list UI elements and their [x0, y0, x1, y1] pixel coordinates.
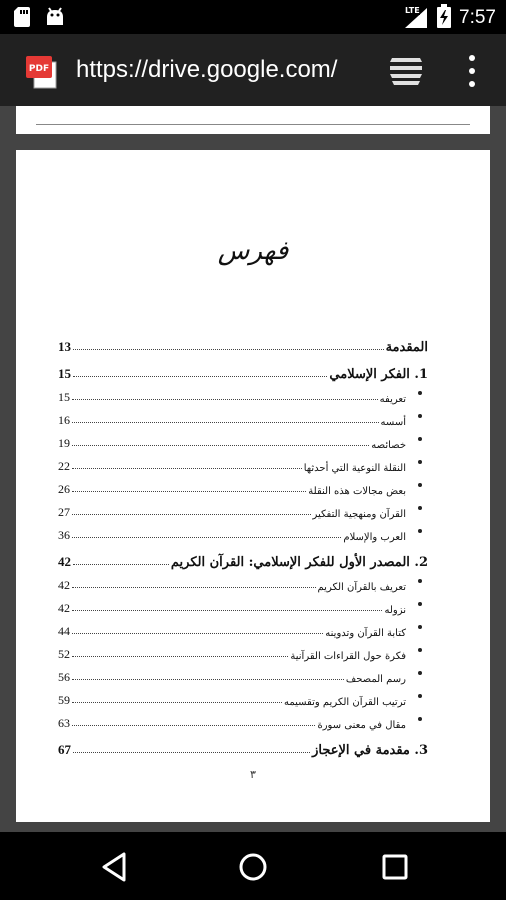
toc-entry-page: 63	[58, 716, 70, 730]
toc-entry-page: 15	[58, 366, 71, 381]
home-icon	[236, 850, 270, 884]
toc-entry	[58, 405, 428, 428]
toc-entry-title: العرب والإسلام	[343, 532, 406, 543]
bullet-icon	[418, 579, 422, 583]
bullet-icon	[418, 506, 422, 510]
app-bar	[0, 34, 506, 106]
toc-entry-page: 59	[58, 693, 70, 707]
toc-leader-dots	[72, 514, 311, 515]
toc-entry-page: 26	[58, 482, 70, 496]
toc-entry	[58, 616, 428, 639]
bullet-icon	[418, 414, 422, 418]
toc-entry	[58, 520, 428, 543]
bullet-icon	[418, 694, 422, 698]
network-label: LTE	[405, 6, 420, 15]
toc-entry	[58, 570, 428, 593]
toc-entry-title: تعريف بالقرآن الكريم	[317, 582, 406, 593]
toc-entry-page: 15	[58, 390, 70, 404]
menu-lines-icon	[386, 54, 426, 88]
page-rule	[36, 124, 470, 125]
toc-entry-page: 44	[58, 624, 70, 638]
toc-entry-title: 2. المصدر الأول للفكر الإسلامي: القرآن الكريم	[170, 555, 428, 570]
toc-entry-title: بعض مجالات هذه النقلة	[308, 486, 406, 497]
toc-leader-dots	[73, 349, 384, 350]
back-icon	[98, 850, 132, 884]
bullet-icon	[418, 483, 422, 487]
back-button[interactable]	[98, 850, 132, 884]
toc-entry-page: 36	[58, 528, 70, 542]
android-icon	[44, 7, 66, 31]
overflow-menu-button[interactable]	[460, 52, 484, 90]
bullet-icon	[418, 671, 422, 675]
toc-entry-page: 42	[58, 601, 70, 615]
toc-entry-title: 1. الفكر الإسلامي	[329, 367, 428, 382]
bullet-icon	[418, 391, 422, 395]
toc-entry-title: خصائصه	[371, 440, 406, 451]
toc-leader-dots	[72, 725, 315, 726]
toc-entry	[58, 685, 428, 708]
bullet-icon	[418, 648, 422, 652]
table-of-contents	[58, 328, 428, 758]
navigation-bar	[0, 832, 506, 900]
pdf-file-icon	[26, 56, 62, 90]
toc-entry-page: 27	[58, 505, 70, 519]
toc-entry-page: 42	[58, 578, 70, 592]
toc-leader-dots	[73, 752, 310, 753]
toc-entry	[58, 328, 428, 355]
toc-entry	[58, 543, 428, 570]
status-left-icons	[14, 7, 66, 31]
toc-entry-page: 16	[58, 413, 70, 427]
toc-leader-dots	[72, 702, 282, 703]
toc-entry-title: أسسه	[380, 417, 406, 428]
toc-entry	[58, 428, 428, 451]
toc-leader-dots	[73, 376, 327, 377]
toc-entry-page: 19	[58, 436, 70, 450]
svg-text:PDF: PDF	[28, 64, 50, 74]
toc-leader-dots	[72, 587, 316, 588]
toc-entry-page: 56	[58, 670, 70, 684]
toc-leader-dots	[72, 399, 378, 400]
toc-entry	[58, 593, 428, 616]
sd-card-icon	[14, 7, 32, 31]
toc-entry-page: 42	[58, 554, 71, 569]
toc-entry	[58, 708, 428, 731]
battery-charging-icon	[437, 4, 451, 32]
toc-entry	[58, 474, 428, 497]
toc-entry-page: 67	[58, 742, 71, 757]
toc-entry-title: رسم المصحف	[345, 674, 406, 685]
toc-entry-title: المقدمة	[385, 340, 428, 355]
toc-leader-dots	[72, 491, 306, 492]
bullet-icon	[418, 602, 422, 606]
bullet-icon	[418, 460, 422, 464]
toc-entry	[58, 451, 428, 474]
lte-signal-icon	[403, 6, 429, 30]
toc-leader-dots	[72, 656, 288, 657]
toc-entry	[58, 731, 428, 758]
overflow-menu-icon	[460, 52, 484, 90]
status-time: 7:57	[459, 7, 496, 28]
toc-entry-title: القرآن ومنهجية التفكير	[312, 509, 406, 520]
toc-entry-title: النقلة النوعية التي أحدثها	[303, 463, 406, 474]
toc-entry	[58, 639, 428, 662]
status-right-icons	[403, 4, 496, 32]
toc-entry-title: كتابة القرآن وتدوينه	[325, 628, 406, 639]
pdf-viewer[interactable]	[0, 106, 506, 832]
bullet-icon	[418, 625, 422, 629]
toc-leader-dots	[72, 633, 323, 634]
toc-entry	[58, 662, 428, 685]
toc-leader-dots	[72, 422, 379, 423]
toc-entry	[58, 355, 428, 382]
pdf-page	[16, 150, 490, 822]
toc-entry-title: 3. مقدمة في الإعجاز	[312, 743, 428, 758]
toc-leader-dots	[72, 610, 382, 611]
toc-leader-dots	[73, 564, 169, 565]
bullet-icon	[418, 717, 422, 721]
status-bar	[0, 0, 506, 34]
page-number: ٣	[250, 768, 256, 781]
toc-entry-title: مقال في معنى سورة	[317, 720, 406, 731]
toc-entry-title: ترتيب القرآن الكريم وتقسيمه	[283, 697, 406, 708]
recents-icon	[378, 850, 412, 884]
toc-entry-page: 22	[58, 459, 70, 473]
bullet-icon	[418, 529, 422, 533]
page-heading: فهرس	[217, 236, 289, 266]
recents-button[interactable]	[378, 850, 412, 884]
toc-entry-page: 13	[58, 339, 71, 354]
toc-leader-dots	[72, 445, 369, 446]
toc-entry	[58, 497, 428, 520]
toc-entry-title: تعريفه	[379, 394, 406, 405]
bullet-icon	[418, 437, 422, 441]
toc-leader-dots	[72, 537, 341, 538]
toc-leader-dots	[72, 468, 302, 469]
toc-entry-title: نزوله	[384, 605, 406, 616]
url-text[interactable]: https://drive.google.com/	[76, 56, 338, 83]
home-button[interactable]	[236, 850, 270, 884]
toc-leader-dots	[72, 679, 344, 680]
menu-lines-button[interactable]	[386, 54, 426, 88]
toc-entry-title: فكرة حول القراءات القرآنية	[290, 651, 406, 662]
toc-entry-page: 52	[58, 647, 70, 661]
previous-page	[16, 106, 490, 134]
toc-entry	[58, 382, 428, 405]
